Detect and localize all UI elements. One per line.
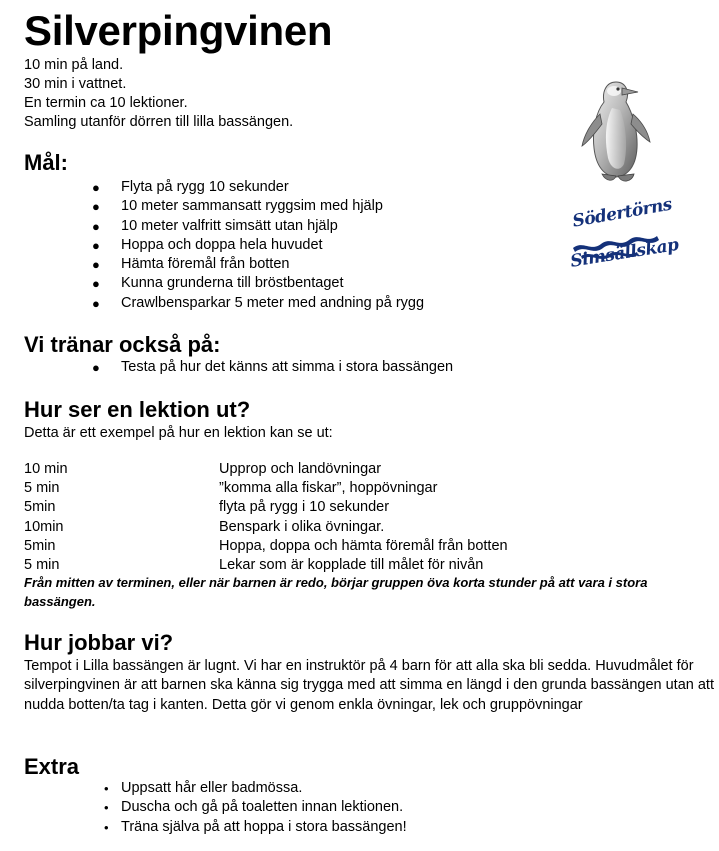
- activity-cell: Hoppa, doppa och hämta föremål från botten: [219, 537, 508, 554]
- intro-line: 30 min i vattnet.: [24, 76, 127, 92]
- time-cell: 5 min: [24, 480, 60, 497]
- activity-cell: Benspark i olika övningar.: [219, 518, 385, 535]
- list-item: ● Flyta på rygg 10 sekunder: [0, 178, 424, 197]
- list-item: • Duscha och gå på toaletten innan lektionen.: [0, 798, 407, 817]
- bullet-icon: ●: [92, 237, 100, 253]
- goals-list: [0, 178, 424, 313]
- extra-list: [0, 779, 407, 837]
- bullet-icon: ●: [92, 295, 100, 311]
- activity-cell: ”komma alla fiskar”, hoppövningar: [219, 480, 438, 497]
- intro-block: [24, 56, 293, 132]
- table-row: [24, 479, 508, 498]
- extra-heading: Extra: [24, 754, 80, 779]
- bullet-icon: •: [104, 819, 109, 835]
- table-row: [24, 537, 508, 556]
- time-cell: 5 min: [24, 557, 60, 574]
- list-item: ● Hämta föremål från botten: [0, 255, 424, 274]
- lesson-intro: Detta är ett exempel på hur en lektion kan se ut:: [24, 425, 333, 441]
- penguin-image: [576, 74, 656, 186]
- also-list: [0, 358, 453, 377]
- intro-line: 10 min på land.: [24, 57, 124, 73]
- bullet-icon: ●: [92, 180, 100, 195]
- page-title: Silverpingvinen: [24, 7, 333, 54]
- list-item: ● Kunna grunderna till bröstbentaget: [0, 274, 424, 293]
- activity-cell: flyta på rygg i 10 sekunder: [219, 499, 390, 516]
- bullet-icon: ●: [92, 218, 100, 234]
- table-row: [24, 518, 508, 537]
- table-row: [24, 556, 508, 575]
- bullet-icon: ●: [92, 199, 100, 215]
- bullet-icon: •: [104, 781, 109, 796]
- lesson-schedule-table: [24, 460, 508, 575]
- list-item: • Träna själva på att hoppa i stora bassängen!: [0, 818, 407, 837]
- bullet-icon: ●: [92, 276, 100, 292]
- list-item: ● 10 meter valfritt simsätt utan hjälp: [0, 217, 424, 236]
- also-heading: Vi tränar också på:: [24, 332, 221, 357]
- list-item: ● 10 meter sammansatt ryggsim med hjälp: [0, 197, 424, 216]
- table-row: [24, 460, 508, 479]
- table-row: [24, 498, 508, 517]
- bullet-icon: ●: [92, 360, 100, 375]
- time-cell: 5min: [24, 537, 56, 554]
- time-cell: 10min: [24, 518, 64, 535]
- lesson-note: Från mitten av terminen, eller när barnen är redo, börjar gruppen öva korta stunder på att vara i stora bassängen.: [24, 575, 648, 609]
- how-heading: Hur jobbar vi?: [24, 630, 174, 655]
- intro-line: Samling utanför dörren till lilla bassängen.: [24, 114, 294, 130]
- logo-text-line2: Simsällskap: [569, 234, 680, 272]
- list-item: ● Testa på hur det känns att simma i stora bassängen: [0, 358, 453, 377]
- club-logo: [567, 194, 680, 292]
- activity-cell: Lekar som är kopplade till målet för nivån: [219, 557, 484, 574]
- activity-cell: Upprop och landövningar: [219, 461, 382, 477]
- bullet-icon: ●: [92, 257, 100, 273]
- intro-line: En termin ca 10 lektioner.: [24, 95, 188, 111]
- lesson-heading: Hur ser en lektion ut?: [24, 397, 251, 422]
- bullet-icon: •: [104, 800, 109, 816]
- list-item: ● Hoppa och doppa hela huvudet: [0, 236, 424, 255]
- goals-heading: Mål:: [24, 150, 68, 175]
- time-cell: 5min: [24, 499, 56, 516]
- time-cell: 10 min: [24, 461, 68, 477]
- logo-text-line1: Södertörns: [571, 194, 674, 232]
- list-item: ● Crawlbensparkar 5 meter med andning på rygg: [0, 294, 424, 313]
- how-text: Tempot i Lilla bassängen är lugnt. Vi har en instruktör på 4 barn för att alla ska bli sedda. Huvudmålet för silverpingvinen är att barnen ska känna sig trygga med att simma en längd i den grunda bassängen utan att nudda botten/ta tag i kanten. Detta gör vi genom enkla övningar, lek och gruppövningar: [24, 658, 714, 713]
- list-item: • Uppsatt hår eller badmössa.: [0, 779, 407, 798]
